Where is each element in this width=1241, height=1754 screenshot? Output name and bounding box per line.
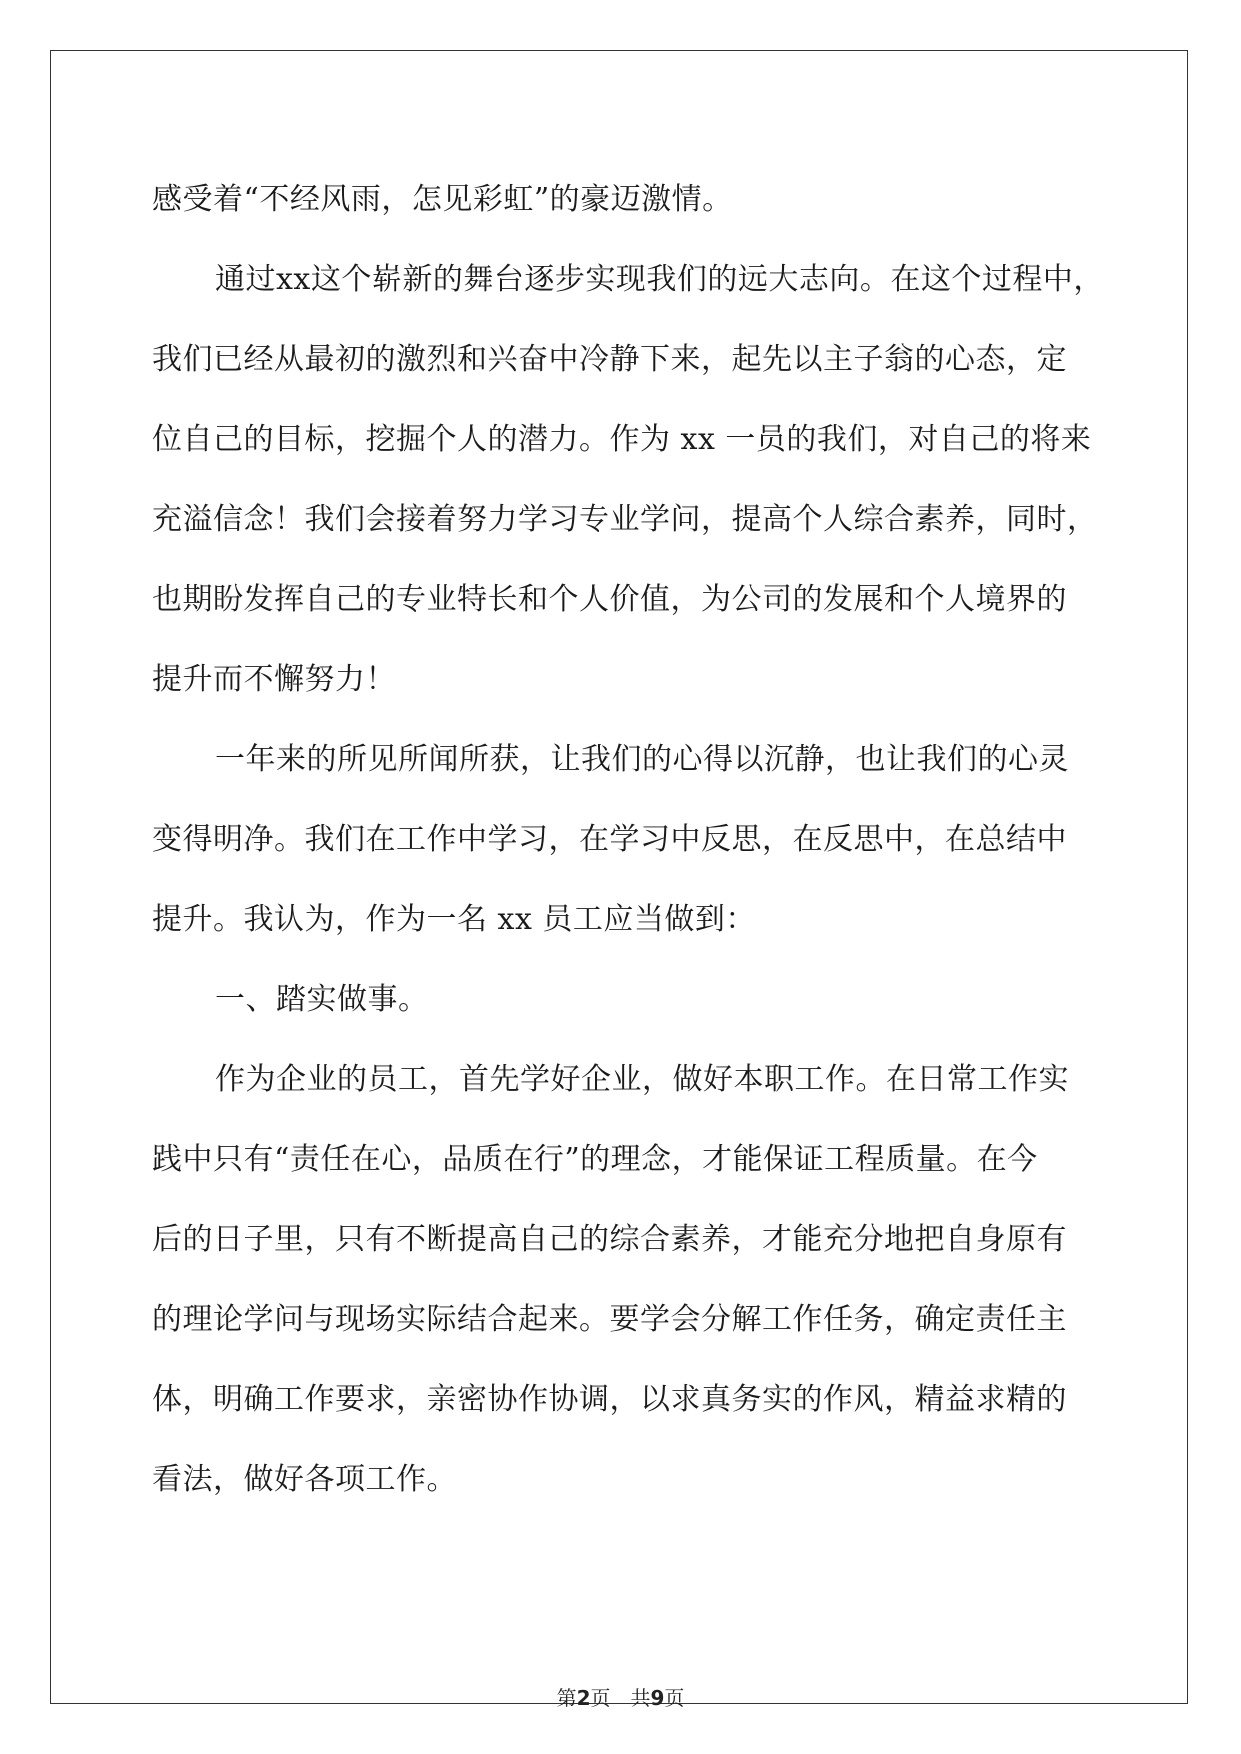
text-line: 变得明净。我们在工作中学习，在学习中反思，在反思中，在总结中: [152, 822, 1067, 857]
text-line: 位自己的目标，挖掘个人的潜力。作为 xx 一员的我们，对自己的将来: [152, 422, 1092, 457]
text-line: 看法，做好各项工作。: [152, 1462, 457, 1497]
document-body: [152, 160, 1122, 1520]
text-line: 作为企业的员工，首先学好企业，做好本职工作。在日常工作实: [215, 1062, 1069, 1097]
text-line: 充溢信念！我们会接着努力学习专业学问，提高个人综合素养，同时，: [152, 502, 1098, 537]
text-line: 践中只有“责任在心，品质在行”的理念，才能保证工程质量。在今: [152, 1142, 1038, 1177]
section-heading: 一、踏实做事。: [215, 982, 429, 1017]
text-line: 一年来的所见所闻所获，让我们的心得以沉静，也让我们的心灵: [215, 742, 1069, 777]
text-line: 体，明确工作要求，亲密协作协调，以求真务实的作风，精益求精的: [152, 1382, 1067, 1417]
text-line: 通过xx这个崭新的舞台逐步实现我们的远大志向。在这个过程中，: [215, 262, 1104, 297]
current-page-number: 2: [576, 1686, 591, 1710]
page-footer: [0, 1682, 1241, 1711]
text-line: 提升而不懈努力！: [152, 662, 396, 697]
footer-prefix: 第: [556, 1686, 577, 1710]
text-line: 我们已经从最初的激烈和兴奋中冷静下来，起先以主子翁的心态，定: [152, 342, 1067, 377]
footer-mid: 页 共: [590, 1686, 651, 1710]
text-line: 的理论学问与现场实际结合起来。要学会分解工作任务，确定责任主: [152, 1302, 1067, 1337]
text-line: 也期盼发挥自己的专业特长和个人价值，为公司的发展和个人境界的: [152, 582, 1067, 617]
footer-suffix: 页: [664, 1686, 685, 1710]
text-line: 后的日子里，只有不断提高自己的综合素养，才能充分地把自身原有: [152, 1222, 1067, 1257]
text-line: 感受着“不经风雨，怎见彩虹”的豪迈激情。: [152, 182, 733, 217]
text-line: 提升。我认为，作为一名 xx 员工应当做到：: [152, 902, 756, 937]
total-pages-number: 9: [650, 1686, 665, 1710]
